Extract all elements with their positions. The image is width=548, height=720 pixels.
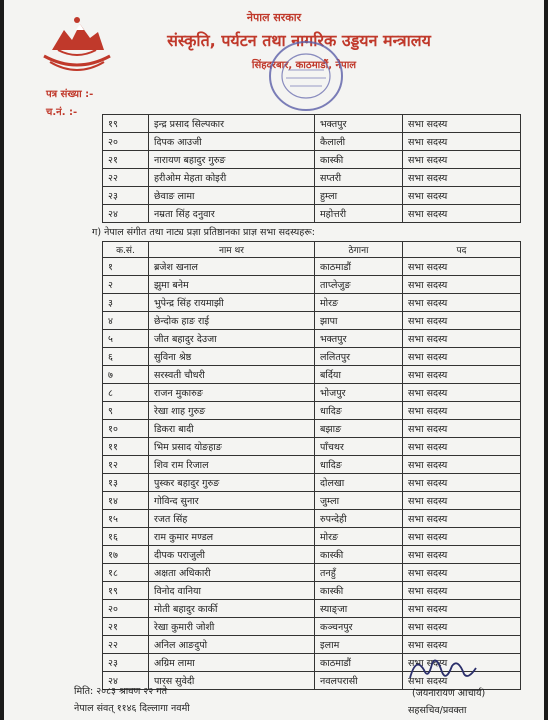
cell-name: पुस्कर बहादुर गुरुङ	[149, 474, 315, 492]
table-row	[103, 456, 521, 474]
cell-sn: १९	[103, 115, 149, 133]
cell-post: सभा सदस्य	[403, 151, 521, 169]
government-label: नेपाल सरकार	[246, 11, 302, 24]
cell-name: रेखा शाह गुरुङ	[149, 402, 315, 420]
table-row	[103, 115, 521, 133]
cell-sn: ११	[103, 438, 149, 456]
cell-sn: २२	[103, 169, 149, 187]
table-row	[103, 546, 521, 564]
cell-name: इन्द्र प्रसाद सिल्पकार	[149, 115, 315, 133]
cell-name: रेखा कुमारी जोशी	[149, 618, 315, 636]
cell-post: सभा सदस्य	[403, 474, 521, 492]
cell-name: पारस सुवेदी	[149, 672, 315, 690]
cell-name: अनिल आङदुपो	[149, 636, 315, 654]
cell-district: मोरङ	[315, 294, 403, 312]
signatory-name: (जयनारायण आचार्य)	[412, 688, 486, 699]
column-header-name: नाम थर	[149, 242, 315, 258]
cell-name: मोती बहादुर कार्की	[149, 600, 315, 618]
cell-sn: १९	[103, 582, 149, 600]
cell-post: सभा सदस्य	[403, 438, 521, 456]
table-header-row	[103, 242, 521, 258]
cell-post: सभा सदस्य	[403, 169, 521, 187]
cell-sn: १३	[103, 474, 149, 492]
cell-district: पाँचथर	[315, 438, 403, 456]
cell-post: सभा सदस्य	[403, 528, 521, 546]
official-stamp-icon	[266, 38, 346, 114]
cell-post: सभा सदस्य	[403, 672, 521, 690]
cell-sn: १०	[103, 420, 149, 438]
table-row	[103, 402, 521, 420]
cell-sn: २०	[103, 600, 149, 618]
cell-district: रुपन्देही	[315, 510, 403, 528]
cell-district: कञ्चनपुर	[315, 618, 403, 636]
table-row	[103, 312, 521, 330]
column-header-post: पद	[403, 242, 521, 258]
cell-post: सभा सदस्य	[403, 133, 521, 151]
section-heading: ग) नेपाल संगीत तथा नाट्य प्रज्ञा प्रतिष्ठानका प्राज्ञ सभा सदस्यहरू:	[92, 227, 315, 238]
cell-post: सभा सदस्य	[403, 276, 521, 294]
cell-name: रजत सिंह	[149, 510, 315, 528]
cell-name: दीपक पराजुली	[149, 546, 315, 564]
table-row	[103, 564, 521, 582]
cell-district: धादिङ	[315, 402, 403, 420]
cell-sn: ७	[103, 366, 149, 384]
table-row	[103, 205, 521, 223]
column-header-address: ठेगाना	[315, 242, 403, 258]
cell-district: दोलखा	[315, 474, 403, 492]
cell-district: सप्तरी	[315, 169, 403, 187]
cell-sn: १८	[103, 564, 149, 582]
table-row	[103, 258, 521, 276]
cell-name: भुपेन्द्र सिंह रायमाझी	[149, 294, 315, 312]
cell-post: सभा सदस्य	[403, 420, 521, 438]
table-row	[103, 187, 521, 205]
cell-name: ब्रजेश खनाल	[149, 258, 315, 276]
date-text: मिति: २०८३ श्रावण २२ गते	[74, 686, 168, 697]
cell-district: स्याङ्जा	[315, 600, 403, 618]
cell-sn: २१	[103, 151, 149, 169]
cell-name: झुमा बनेम	[149, 276, 315, 294]
cell-sn: २२	[103, 636, 149, 654]
cell-sn: ४	[103, 312, 149, 330]
cell-name: सुविना श्रेष्ठ	[149, 348, 315, 366]
cell-district: काठमाडौं	[315, 258, 403, 276]
cell-post: सभा सदस्य	[403, 492, 521, 510]
cell-name: जीत बहादुर देउजा	[149, 330, 315, 348]
cell-post: सभा सदस्य	[403, 456, 521, 474]
cell-district: कास्की	[315, 582, 403, 600]
cell-post: सभा सदस्य	[403, 564, 521, 582]
cell-sn: २४	[103, 672, 149, 690]
cell-post: सभा सदस्य	[403, 312, 521, 330]
dispatch-number-label: च.नं. :-	[46, 107, 78, 118]
cell-district: काठमाडौं	[315, 654, 403, 672]
cell-district: महोत्तरी	[315, 205, 403, 223]
nepal-samvat-text: नेपाल संवत् ११४६ दिल्लागा नवमी	[74, 703, 190, 714]
cell-sn: २३	[103, 654, 149, 672]
cell-sn: २१	[103, 618, 149, 636]
cell-district: इलाम	[315, 636, 403, 654]
table-row	[103, 618, 521, 636]
cell-district: तनहुँ	[315, 564, 403, 582]
table-row	[103, 348, 521, 366]
cell-name: भिम प्रसाद योङहाङ	[149, 438, 315, 456]
cell-name: गोविन्द सुनार	[149, 492, 315, 510]
table-row	[103, 510, 521, 528]
cell-sn: १२	[103, 456, 149, 474]
cell-district: भक्तपुर	[315, 115, 403, 133]
cell-name: राम कुमार मण्डल	[149, 528, 315, 546]
cell-district: ललितपुर	[315, 348, 403, 366]
cell-post: सभा सदस्य	[403, 384, 521, 402]
cell-district: धादिङ	[315, 456, 403, 474]
cell-district: ताप्लेजुङ	[315, 276, 403, 294]
cell-district: बझाङ	[315, 420, 403, 438]
cell-sn: १७	[103, 546, 149, 564]
table-row	[103, 420, 521, 438]
cell-name: नम्रता सिंह दनुवार	[149, 205, 315, 223]
cell-name: छेन्दोक हाङ राई	[149, 312, 315, 330]
cell-sn: ९	[103, 402, 149, 420]
cell-post: सभा सदस्य	[403, 258, 521, 276]
cell-post: सभा सदस्य	[403, 366, 521, 384]
cell-district: हुम्ला	[315, 187, 403, 205]
document-page	[4, 0, 544, 720]
cell-post: सभा सदस्य	[403, 187, 521, 205]
nepal-emblem-icon	[40, 16, 114, 78]
table-row	[103, 384, 521, 402]
cell-post: सभा सदस्य	[403, 546, 521, 564]
cell-post: सभा सदस्य	[403, 510, 521, 528]
cell-district: कैलाली	[315, 133, 403, 151]
table-row	[103, 330, 521, 348]
table-row	[103, 528, 521, 546]
cell-district: भक्तपुर	[315, 330, 403, 348]
cell-district: नवलपरासी	[315, 672, 403, 690]
cell-post: सभा सदस्य	[403, 618, 521, 636]
cell-name: राजन मुकारुङ	[149, 384, 315, 402]
column-header-sn: क.सं.	[103, 242, 149, 258]
table-row	[103, 474, 521, 492]
cell-name: छेवाङ लामा	[149, 187, 315, 205]
cell-sn: ६	[103, 348, 149, 366]
cell-post: सभा सदस्य	[403, 348, 521, 366]
cell-name: दिपक आउजी	[149, 133, 315, 151]
cell-sn: १६	[103, 528, 149, 546]
table-row	[103, 169, 521, 187]
cell-sn: १४	[103, 492, 149, 510]
members-table-continued	[102, 114, 521, 223]
cell-post: सभा सदस्य	[403, 115, 521, 133]
cell-sn: ८	[103, 384, 149, 402]
cell-post: सभा सदस्य	[403, 582, 521, 600]
cell-post: सभा सदस्य	[403, 330, 521, 348]
cell-district: कास्की	[315, 151, 403, 169]
ministry-address: सिंहदरबार, काठमाडौं, नेपाल	[251, 60, 357, 71]
cell-sn: २३	[103, 187, 149, 205]
cell-sn: १५	[103, 510, 149, 528]
table-row	[103, 438, 521, 456]
cell-district: मोरङ	[315, 528, 403, 546]
cell-sn: ५	[103, 330, 149, 348]
cell-name: नारायण बहादुर गुरुङ	[149, 151, 315, 169]
cell-post: सभा सदस्य	[403, 205, 521, 223]
cell-post: सभा सदस्य	[403, 636, 521, 654]
cell-name: हरीओम मेहता कोइरी	[149, 169, 315, 187]
table-row	[103, 276, 521, 294]
table-row	[103, 294, 521, 312]
cell-name: डिकरा बादी	[149, 420, 315, 438]
ministry-title: संस्कृति, पर्यटन तथा नागरिक उड्डयन मन्त्रालय	[167, 31, 431, 50]
table-row	[103, 133, 521, 151]
cell-post: सभा सदस्य	[403, 402, 521, 420]
cell-sn: २	[103, 276, 149, 294]
cell-district: कास्की	[315, 546, 403, 564]
cell-district: झापा	[315, 312, 403, 330]
cell-sn: २०	[103, 133, 149, 151]
table-row	[103, 600, 521, 618]
table-row	[103, 366, 521, 384]
cell-name: अक्षता अधिकारी	[149, 564, 315, 582]
table-row	[103, 582, 521, 600]
signatory-title: सहसचिव/प्रवक्ता	[408, 705, 467, 716]
cell-district: जुम्ला	[315, 492, 403, 510]
cell-post: सभा सदस्य	[403, 654, 521, 672]
letter-number-label: पत्र संख्या :-	[46, 89, 94, 100]
academy-members-table	[102, 241, 521, 690]
cell-post: सभा सदस्य	[403, 294, 521, 312]
cell-district: बर्दिया	[315, 366, 403, 384]
table-row	[103, 151, 521, 169]
table-row	[103, 492, 521, 510]
cell-name: सरस्वती चौधरी	[149, 366, 315, 384]
signature-icon	[402, 650, 482, 690]
cell-name: अग्रिम लामा	[149, 654, 315, 672]
cell-name: विनोद वानिया	[149, 582, 315, 600]
cell-post: सभा सदस्य	[403, 600, 521, 618]
cell-sn: ३	[103, 294, 149, 312]
cell-sn: २४	[103, 205, 149, 223]
cell-district: भोजपुर	[315, 384, 403, 402]
cell-name: शिव राम रिजाल	[149, 456, 315, 474]
cell-sn: १	[103, 258, 149, 276]
